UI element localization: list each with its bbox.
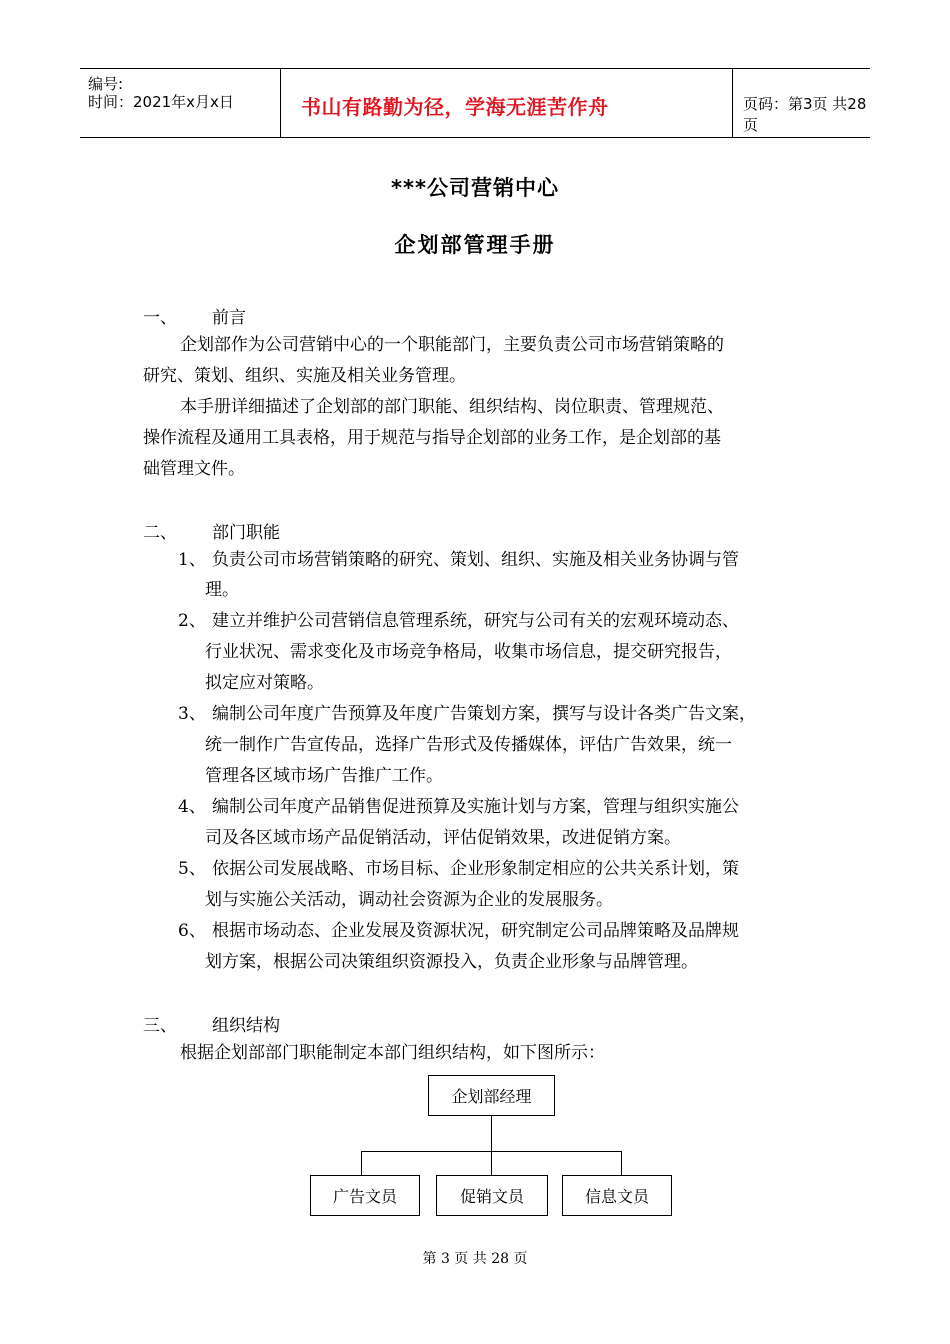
list-item-number: 6、 xyxy=(178,921,206,941)
list-item-line: 行业状况、需求变化及市场竞争格局，收集市场信息，提交研究报告， xyxy=(205,642,732,662)
org-node-promo-clerk: 促销文员 xyxy=(436,1175,548,1216)
list-item-line: 依据公司发展战略、市场目标、企业形象制定相应的公共关系计划，策 xyxy=(212,859,739,879)
list-item-number: 4、 xyxy=(178,797,206,817)
list-item-number: 3、 xyxy=(178,704,206,724)
section-3-number: 三、 xyxy=(143,1016,177,1036)
section-1-title: 前言 xyxy=(212,308,246,328)
org-node-info-clerk: 信息文员 xyxy=(562,1175,672,1216)
paragraph-line: 企划部作为公司营销中心的一个职能部门，主要负责公司市场营销策略的 xyxy=(180,335,724,355)
page-footer: 第 3 页 共 28 页 xyxy=(422,1251,528,1267)
list-item-number: 2、 xyxy=(178,611,206,631)
list-item-line: 编制公司年度产品销售促进预算及实施计划与方案，管理与组织实施公 xyxy=(212,797,739,817)
paragraph-line: 础管理文件。 xyxy=(143,459,245,479)
list-item-line: 管理各区域市场广告推广工作。 xyxy=(205,766,443,786)
org-connector xyxy=(621,1151,622,1175)
org-connector xyxy=(491,1151,492,1175)
document-subtitle: 企划部管理手册 xyxy=(394,233,556,257)
header-motto-cell xyxy=(281,69,733,137)
org-node-manager: 企划部经理 xyxy=(428,1075,555,1116)
list-item-line: 统一制作广告宣传品，选择广告形式及传播媒体，评估广告效果，统一 xyxy=(205,735,732,755)
section-3-title: 组织结构 xyxy=(212,1016,280,1036)
motto: 书山有路勤为径，学海无涯苦作舟 xyxy=(301,95,609,119)
org-connector xyxy=(491,1115,492,1151)
org-connector xyxy=(361,1151,362,1175)
paragraph-line: 研究、策划、组织、实施及相关业务管理。 xyxy=(143,366,466,386)
list-item-line: 划与实施公关活动，调动社会资源为企业的发展服务。 xyxy=(205,890,613,910)
list-item-line: 拟定应对策略。 xyxy=(205,673,324,693)
paragraph-line: 根据企划部部门职能制定本部门组织结构，如下图所示： xyxy=(180,1043,605,1063)
list-item-line: 建立并维护公司营销信息管理系统，研究与公司有关的宏观环境动态、 xyxy=(212,611,739,631)
paragraph-line: 本手册详细描述了企划部的部门职能、组织结构、岗位职责、管理规范、 xyxy=(180,397,724,417)
section-1-number: 一、 xyxy=(143,308,177,328)
list-item-line: 司及各区域市场产品促销活动，评估促销效果，改进促销方案。 xyxy=(205,828,681,848)
number-label: 编号: xyxy=(88,75,124,93)
page-info: 页码：第3页 共28页 xyxy=(743,95,867,134)
list-item-number: 1、 xyxy=(178,550,206,570)
list-item-number: 5、 xyxy=(178,859,206,879)
section-2-title: 部门职能 xyxy=(212,523,280,543)
paragraph-line: 操作流程及通用工具表格，用于规范与指导企划部的业务工作，是企划部的基 xyxy=(143,428,721,448)
list-item-line: 负责公司市场营销策略的研究、策划、组织、实施及相关业务协调与管 xyxy=(212,550,739,570)
header-meta-cell xyxy=(80,69,281,137)
list-item-line: 划方案，根据公司决策组织资源投入，负责企业形象与品牌管理。 xyxy=(205,952,698,972)
list-item-line: 理。 xyxy=(205,580,239,600)
document-title: ***公司营销中心 xyxy=(391,176,559,200)
header-table xyxy=(80,68,870,138)
section-2-number: 二、 xyxy=(143,523,177,543)
org-node-ad-clerk: 广告文员 xyxy=(310,1175,420,1216)
list-item-line: 编制公司年度广告预算及年度广告策划方案，撰写与设计各类广告文案， xyxy=(212,704,756,724)
time-label: 时间：2021年x月x日 xyxy=(88,93,234,111)
list-item-line: 根据市场动态、企业发展及资源状况，研究制定公司品牌策略及品牌规 xyxy=(212,921,739,941)
header-page-cell xyxy=(733,69,870,137)
